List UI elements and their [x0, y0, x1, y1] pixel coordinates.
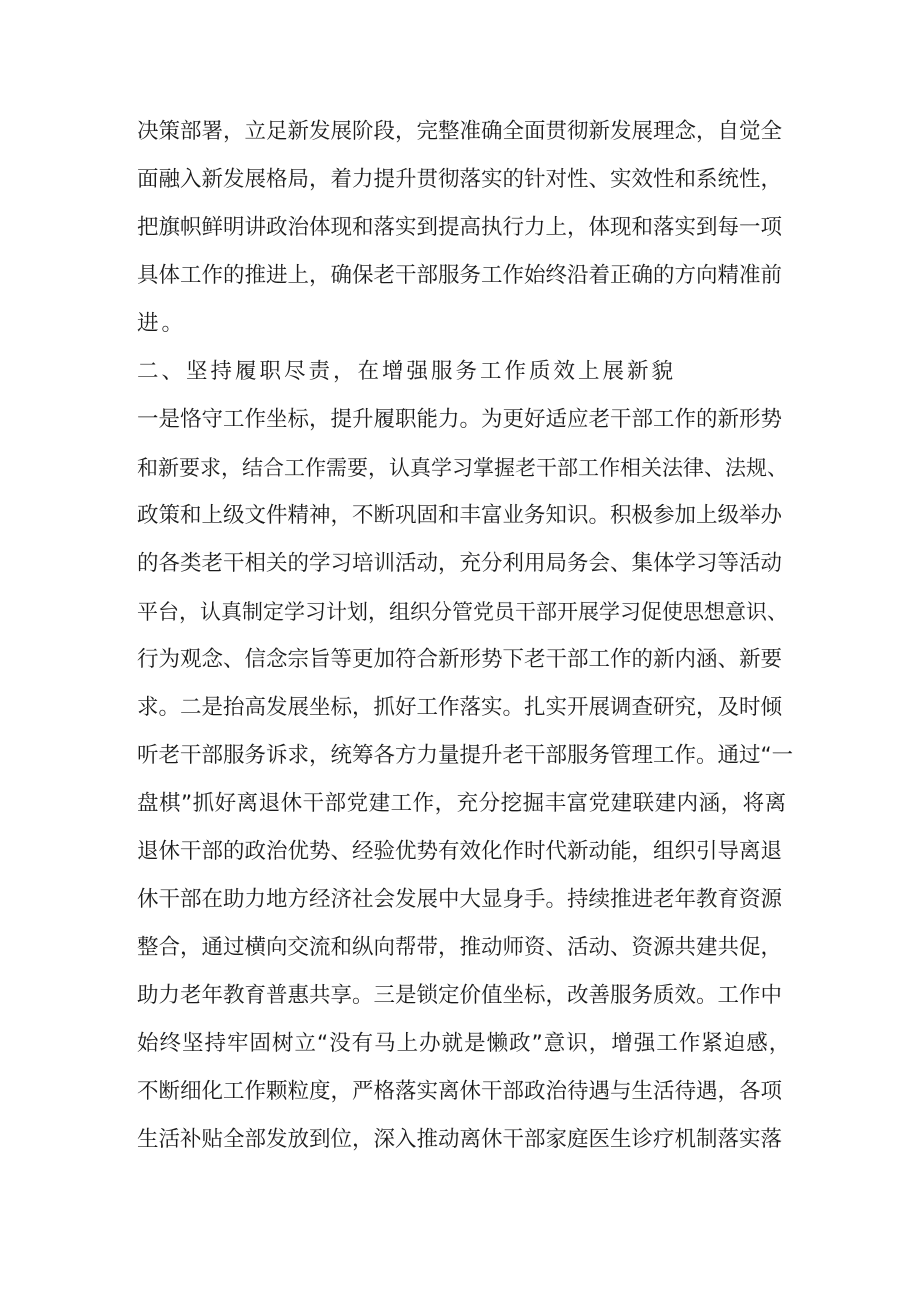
text-line: 盘棋”抓好离退休干部党建工作，充分挖掘丰富党建联建内涵，将离	[137, 791, 787, 816]
text-line: 的各类老干相关的学习培训活动，充分利用局务会、集体学习等活动	[137, 551, 783, 576]
text-line: 始终坚持牢固树立“没有马上办就是懒政”意识，增强工作紧迫感，	[137, 1031, 792, 1056]
text-line: 生活补贴全部发放到位，深入推动离休干部家庭医生诊疗机制落实落	[137, 1127, 783, 1152]
text-line: 具体工作的推进上，确保老干部服务工作始终沿着正确的方向精准前	[137, 263, 783, 288]
text-line: 助力老年教育普惠共享。三是锁定价值坐标，改善服务质效。工作中	[137, 983, 783, 1008]
text-line: 把旗帜鲜明讲政治体现和落实到提高执行力上，体现和落实到每一项	[137, 215, 783, 240]
text-line: 求。二是抬高发展坐标，抓好工作落实。扎实开展调查研究，及时倾	[137, 695, 783, 720]
text-line: 决策部署，立足新发展阶段，完整准确全面贯彻新发展理念，自觉全	[137, 119, 783, 144]
text-line: 进。	[137, 311, 187, 336]
text-line: 面融入新发展格局，着力提升贯彻落实的针对性、实效性和系统性，	[137, 167, 783, 192]
text-line: 休干部在助力地方经济社会发展中大显身手。持续推进老年教育资源	[137, 887, 783, 912]
text-line: 不断细化工作颗粒度，严格落实离休干部政治待遇与生活待遇，各项	[137, 1079, 783, 1104]
text-line: 和新要求，结合工作需要，认真学习掌握老干部工作相关法律、法规、	[137, 456, 788, 480]
section-heading: 二、坚持履职尽责，在增强服务工作质效上展新貌	[137, 359, 677, 384]
text-line: 听老干部服务诉求，统筹各方力量提升老干部服务管理工作。通过“一	[137, 743, 794, 768]
text-line: 退休干部的政治优势、经验优势有效化作时代新动能，组织引导离退	[137, 839, 783, 864]
text-line: 行为观念、信念宗旨等更加符合新形势下老干部工作的新内涵、新要	[137, 647, 783, 672]
text-line: 政策和上级文件精神，不断巩固和丰富业务知识。积极参加上级举办	[137, 503, 783, 528]
text-line: 平台，认真制定学习计划，组织分管党员干部开展学习促使思想意识、	[137, 600, 788, 624]
text-line: 一是恪守工作坐标，提升履职能力。为更好适应老干部工作的新形势	[137, 407, 783, 432]
text-line: 整合，通过横向交流和纵向帮带，推动师资、活动、资源共建共促，	[137, 935, 783, 960]
